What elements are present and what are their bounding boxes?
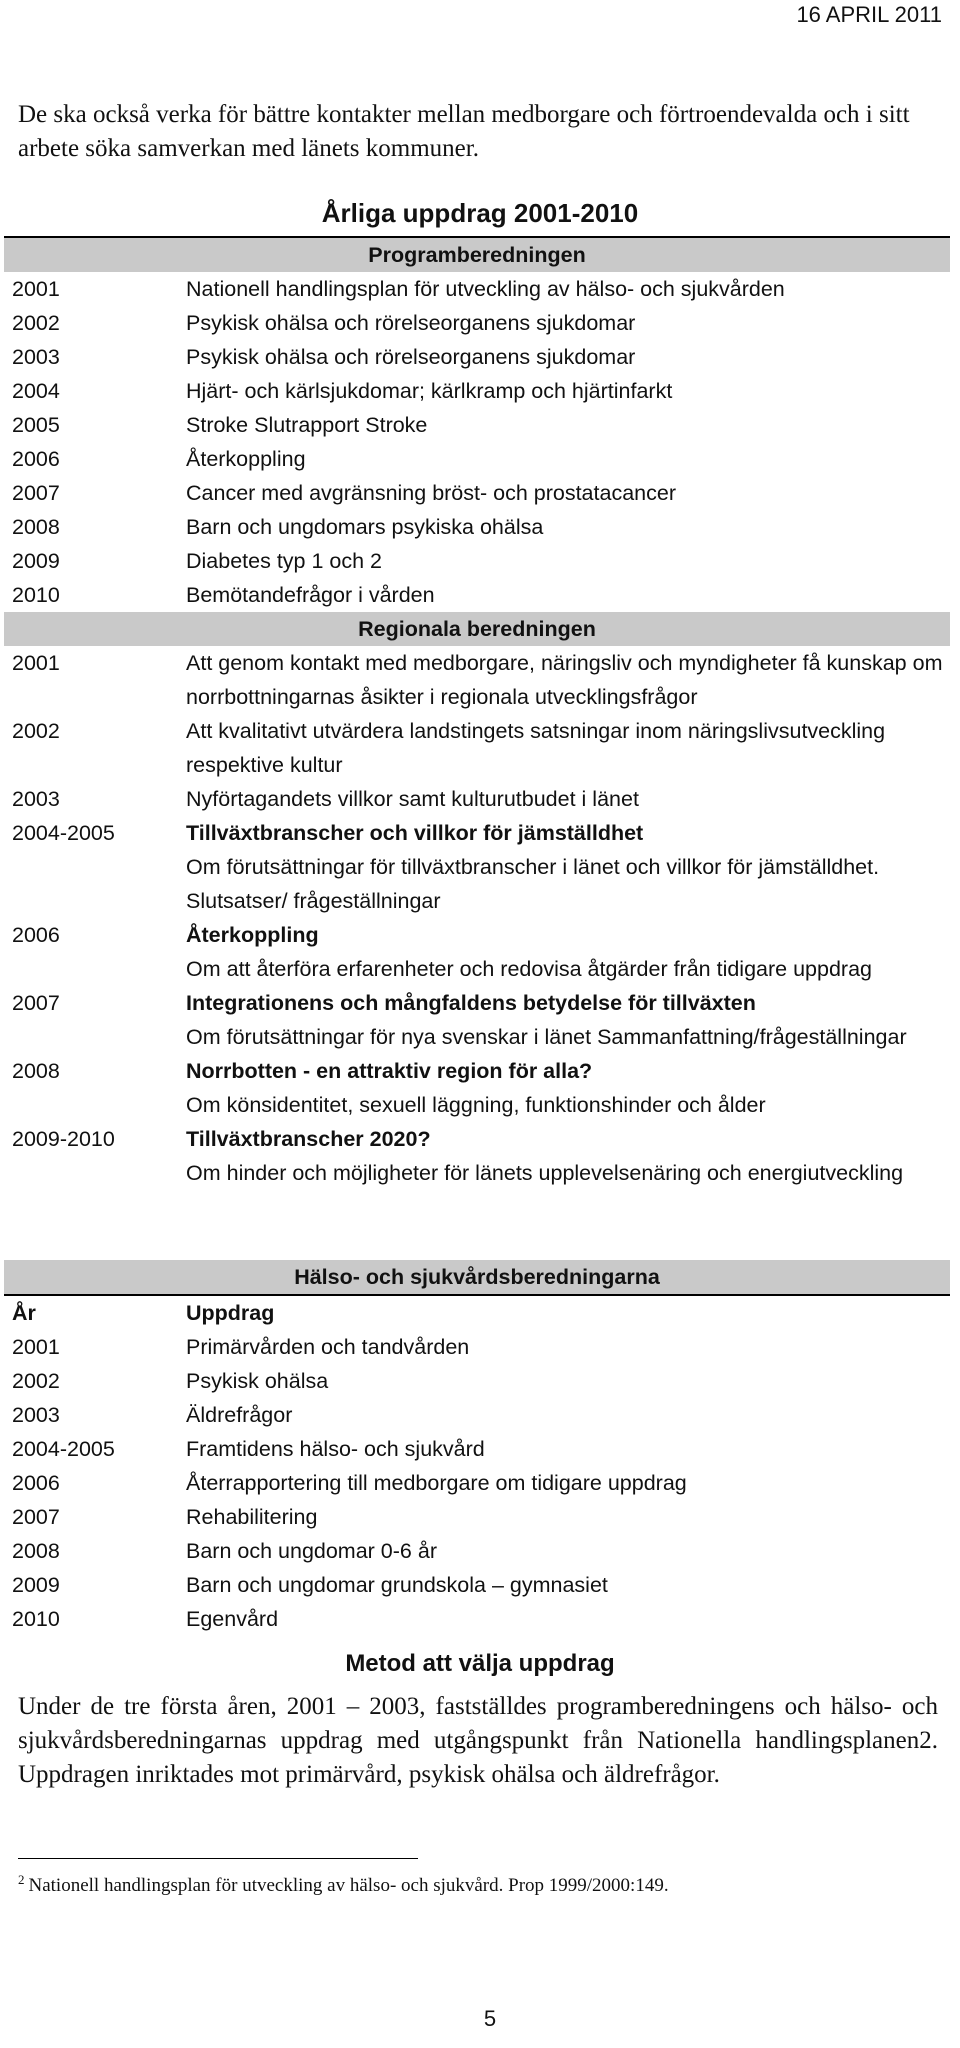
regionala-row <box>4 918 950 986</box>
column-header-task: Uppdrag <box>186 1301 275 1325</box>
halso-row <box>4 1330 950 1364</box>
row-year: 2007 <box>12 991 60 1015</box>
footnote-marker: 2 <box>18 1872 25 1887</box>
column-header-row <box>4 1295 950 1330</box>
halso-row <box>4 1602 950 1636</box>
row-task: Hjärt- och kärlsjukdomar; kärlkramp och hjärtinfarkt <box>186 379 673 403</box>
row-year: 2001 <box>12 651 60 675</box>
row-task: Diabetes typ 1 och 2 <box>186 549 383 573</box>
programberedningen-row <box>4 510 950 544</box>
halso-row <box>4 1364 950 1398</box>
row-year: 2003 <box>12 1403 60 1427</box>
halso-row <box>4 1568 950 1602</box>
row-task: Barn och ungdomar 0-6 år <box>186 1539 437 1563</box>
section-header-programberedningen: Programberedningen <box>4 237 950 272</box>
method-heading: Metod att välja uppdrag <box>345 1650 615 1677</box>
row-task: Primärvården och tandvården <box>186 1335 470 1359</box>
row-task: Bemötandefrågor i vården <box>186 583 435 607</box>
row-task-text: Om förutsättningar för tillväxtbranscher i länet och villkor för jämställdhet. Slutsatser/ frågeställningar <box>186 855 880 913</box>
row-task: Återrapportering till medborgare om tidigare uppdrag <box>186 1471 687 1495</box>
header-date: 16 APRIL 2011 <box>796 2 942 27</box>
row-task: Psykisk ohälsa och rörelseorganens sjukdomar <box>186 311 636 335</box>
row-year: 2006 <box>12 1471 60 1495</box>
row-task-title: Integrationens och mångfaldens betydelse för tillväxten <box>186 991 756 1015</box>
row-task-text: Att kvalitativt utvärdera landstingets satsningar inom näringslivsutveckling respektive kultur <box>186 719 886 777</box>
row-task: Nationell handlingsplan för utveckling av hälso- och sjukvården <box>186 277 785 301</box>
regionala-row <box>4 816 950 918</box>
row-task-text: Att genom kontakt med medborgare, näringsliv och myndigheter få kunskap om norrbottningarnas åsikter i regionala utvecklingsfrågor <box>186 651 943 709</box>
regionala-row <box>4 782 950 816</box>
row-year: 2009 <box>12 549 60 573</box>
footnote-text: Nationell handlingsplan för utveckling av hälso- och sjukvård. Prop 1999/2000:149. <box>28 1875 669 1896</box>
page-number: 5 <box>483 2006 497 2031</box>
row-task <box>178 782 950 816</box>
row-task-text: Om förutsättningar för nya svenskar i länet Sammanfattning/frågeställningar <box>186 1025 907 1049</box>
row-task: Barn och ungdomar grundskola – gymnasiet <box>186 1573 608 1597</box>
row-year: 2008 <box>12 515 60 539</box>
halso-table <box>4 1260 950 1636</box>
programberedningen-row <box>4 442 950 476</box>
programberedningen-row <box>4 272 950 306</box>
programberedningen-row <box>4 374 950 408</box>
halso-row <box>4 1500 950 1534</box>
programberedningen-rows <box>4 272 950 612</box>
row-year: 2002 <box>12 719 60 743</box>
programberedningen-row <box>4 408 950 442</box>
row-year: 2004 <box>12 379 60 403</box>
method-paragraph: Under de tre första åren, 2001 – 2003, fastställdes programberedningens och hälso- och sjukvårdsberedningarnas uppdrag med utgångspunkt från Nationella handlingsplanen2. Uppdragen inriktades mot primärvård, psykisk ohälsa och äldrefrågor. <box>18 1693 938 1788</box>
row-task: Psykisk ohälsa och rörelseorganens sjukdomar <box>186 345 636 369</box>
regionala-row <box>4 1054 950 1122</box>
row-year: 2009-2010 <box>12 1127 115 1151</box>
row-year: 2007 <box>12 481 60 505</box>
row-year: 2002 <box>12 1369 60 1393</box>
row-task-title: Tillväxtbranscher och villkor för jämställdhet <box>186 821 644 845</box>
row-task: Barn och ungdomars psykiska ohälsa <box>186 515 544 539</box>
regionala-rows <box>4 646 950 1190</box>
row-task: Cancer med avgränsning bröst- och prostatacancer <box>186 481 676 505</box>
row-year: 2001 <box>12 1335 60 1359</box>
section-header-regionala: Regionala beredningen <box>4 612 950 646</box>
row-task-text: Om att återföra erfarenheter och redovisa åtgärder från tidigare uppdrag <box>186 957 872 981</box>
halso-row <box>4 1398 950 1432</box>
row-year: 2004-2005 <box>12 1437 115 1461</box>
regionala-row <box>4 1122 950 1190</box>
row-task: Psykisk ohälsa <box>186 1369 329 1393</box>
row-year: 2001 <box>12 277 60 301</box>
row-task <box>178 1054 950 1122</box>
row-task-title: Tillväxtbranscher 2020? <box>186 1127 431 1151</box>
row-year: 2003 <box>12 787 60 811</box>
row-year: 2005 <box>12 413 60 437</box>
row-task-title: Återkoppling <box>186 923 319 947</box>
halso-row <box>4 1432 950 1466</box>
row-task: Stroke Slutrapport Stroke <box>186 413 428 437</box>
programberedningen-row <box>4 578 950 612</box>
programberedningen-row <box>4 340 950 374</box>
row-year: 2010 <box>12 583 60 607</box>
row-task <box>178 646 950 714</box>
regionala-row <box>4 646 950 714</box>
row-year: 2006 <box>12 923 60 947</box>
footnote-divider <box>18 1858 418 1859</box>
row-task: Återkoppling <box>186 447 306 471</box>
row-task <box>178 714 950 782</box>
row-year: 2009 <box>12 1573 60 1597</box>
row-task: Rehabilitering <box>186 1505 318 1529</box>
row-year: 2008 <box>12 1059 60 1083</box>
row-year: 2008 <box>12 1539 60 1563</box>
halso-row <box>4 1534 950 1568</box>
column-header-year: År <box>12 1301 36 1325</box>
row-task-text: Om könsidentitet, sexuell läggning, funktionshinder och ålder <box>186 1093 766 1117</box>
halso-row <box>4 1466 950 1500</box>
halso-rows <box>4 1330 950 1636</box>
row-task-title: Norrbotten - en attraktiv region för alla? <box>186 1059 593 1083</box>
programberedningen-row <box>4 544 950 578</box>
row-year: 2004-2005 <box>12 821 115 845</box>
intro-paragraph: De ska också verka för bättre kontakter mellan medborgare och förtroendevalda och i sitt arbete söka samverkan med länets kommuner. <box>18 101 910 162</box>
row-task <box>178 1122 950 1190</box>
programberedningen-row <box>4 306 950 340</box>
row-task <box>178 816 950 918</box>
table-title: Årliga uppdrag 2001-2010 <box>321 198 639 228</box>
row-year: 2007 <box>12 1505 60 1529</box>
section-header-halso: Hälso- och sjukvårdsberedningarna <box>4 1260 950 1295</box>
assignments-table <box>4 236 950 1190</box>
row-task: Framtidens hälso- och sjukvård <box>186 1437 485 1461</box>
row-task-text: Nyförtagandets villkor samt kulturutbudet i länet <box>186 787 639 811</box>
row-year: 2010 <box>12 1607 60 1631</box>
footnote <box>18 1872 938 1897</box>
row-year: 2006 <box>12 447 60 471</box>
regionala-row <box>4 986 950 1054</box>
row-task <box>178 918 950 986</box>
row-year: 2003 <box>12 345 60 369</box>
row-year: 2002 <box>12 311 60 335</box>
row-task: Egenvård <box>186 1607 279 1631</box>
programberedningen-row <box>4 476 950 510</box>
regionala-row <box>4 714 950 782</box>
row-task-text: Om hinder och möjligheter för länets upplevelsenäring och energiutveckling <box>186 1161 904 1185</box>
row-task: Äldrefrågor <box>186 1403 293 1427</box>
row-task <box>178 986 950 1054</box>
